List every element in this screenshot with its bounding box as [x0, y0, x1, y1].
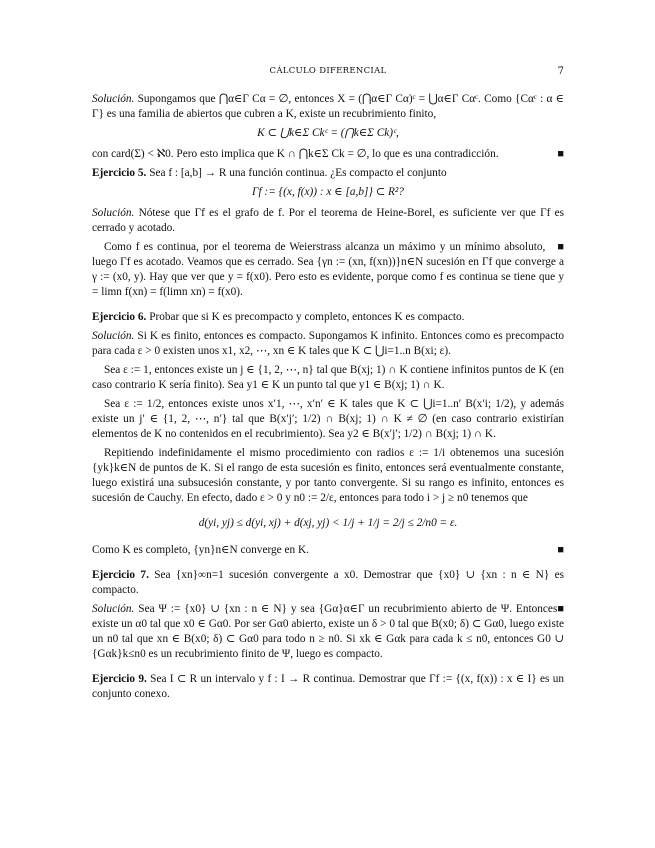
equation: Γf := {(x, f(x)) : x ∈ [a,b]} ⊂ R²? [252, 186, 404, 198]
exercise-6 [92, 310, 564, 325]
solution-paragraph [92, 92, 564, 122]
exercise-label: Ejercicio 5. [92, 167, 147, 179]
paragraph-text: Nótese que Γf es el grafo de f. Por el teorema de Heine-Borel, es suficiente ver que Γf es cerrado y acotado. [92, 207, 565, 234]
exercise-text: Sea {xn}∞n=1 sucesión convergente a x0. Demostrar que {x0} ∪ {xn : n ∈ N} es compacto. [92, 569, 564, 596]
equation: d(yi, yj) ≤ d(yi, xj) + d(xj, yj) < 1/j + 1/j = 2/j ≤ 2/n0 = ε. [198, 517, 458, 529]
paragraph: Sea ε := 1/2, entonces existe unos x′1, ⋯, x′n′ ∈ K tales que K ⊂ ⋃i=1..n′ B(x′i; 1/2), y además existe un j′ ∈ {1, 2, ⋯, n′} tal que B(x′j′; 1/2) ∩ B(xj; 1) ∩ K ≠ ∅ (en caso contrario existirían elementos de K no contenidos en el recubrimiento). Sea y2 ∈ B(x′j′; 1/2) ∩ B(xj; 1) ∩ K. [92, 398, 564, 440]
page-number: 7 [557, 66, 564, 77]
qed-symbol: ■ [557, 148, 564, 160]
qed-symbol: ■ [557, 241, 564, 253]
exercise-label: Ejercicio 6. [92, 311, 147, 323]
exercise-label: Ejercicio 9. [92, 673, 147, 685]
solution-label: Solución. [92, 330, 135, 342]
paragraph-text: Si K es finito, entonces es compacto. Supongamos K infinito. Entonces como es precompacto para cada ε > 0 existen unos x1, x2, ⋯, xn ∈ K tales que K ⊂ ⋃i=1..n B(xi; ε). [92, 330, 564, 357]
paragraph: Repitiendo indefinidamente el mismo procedimiento con radios ε := 1/i obtenemos una sucesión {yk}k∈N de puntos de K. Si el rango de esta sucesión es finito, entonces será eventualmente constante, luego existirá una subsucesión constante, y por tanto convergente. Si su rango es infinito, entonces es sucesión de Cauchy. En efecto, dado ε > 0 y n0 := 2/ε, entonces para todo i > j ≥ n0 tenemos que [92, 447, 564, 504]
solution-label: Solución. [92, 207, 135, 219]
exercise-text: Sea f : [a,b] → R una función continua. ¿Es compacto el conjunto [149, 167, 447, 179]
exercise-label: Ejercicio 7. [92, 569, 149, 581]
paragraph [92, 543, 564, 558]
solution-paragraph [92, 329, 564, 359]
running-header [92, 66, 564, 80]
header-title: CÁLCULO DIFERENCIAL [269, 66, 387, 76]
solution-paragraph [92, 206, 564, 236]
qed-symbol: ■ [557, 603, 564, 615]
paragraph-text: Supongamos que ⋂α∈Γ Cα = ∅, entonces X = (⋂α∈Γ Cα)ᶜ = ⋃α∈Γ Cαᶜ. Como {Cαᶜ : α ∈ Γ} es una familia de abiertos que cubren a K, existe un recubrimiento finito, [92, 93, 564, 120]
paragraph-text: Como K es completo, {yn}n∈N converge en K. [92, 544, 309, 556]
paragraph-text: con card(Σ) < ℵ0. Pero esto implica que K ∩ ⋂k∈Σ Ck = ∅, lo que es una contradicción. [92, 148, 499, 160]
exercise-text: Sea I ⊂ R un intervalo y f : I → R continua. Demostrar que Γf := {(x, f(x)) : x ∈ I} es un conjunto conexo. [92, 673, 565, 700]
paragraph [92, 240, 564, 300]
exercise-5 [92, 166, 564, 181]
paragraph-text: Como f es continua, por el teorema de Weierstrass alcanza un máximo y un mínimo absoluto, luego Γf es acotado. Veamos que es cerrado. Sea {γn := (xn, f(xn))}n∈N sucesión en Γf que converge a γ := (x0, y). Hay que ver que y = f(x0). Pero esto es evidente, porque como f es continua se tiene que y = limn f(xn) = f(limn xn) = f(x0). [92, 241, 564, 298]
exercise-9 [92, 672, 564, 702]
solution-label: Solución. [92, 603, 135, 615]
exercise-7 [92, 568, 564, 598]
equation: K ⊂ ⋃k∈Σ Ckᶜ = (⋂k∈Σ Ck)ᶜ, [257, 127, 399, 139]
exercise-text: Probar que si K es precompacto y completo, entonces K es compacto. [149, 311, 465, 323]
solution-label: Solución. [92, 93, 135, 105]
paragraph-text: Sea Ψ := {x0} ∪ {xn : n ∈ N} y sea {Gα}α∈Γ un recubrimiento abierto de Ψ. Entonces existe un α0 tal que x0 ∈ Gα0. Por ser Gα0 abierto, existe un δ > 0 tal que B(x0; δ) ⊂ Gα0, luego existe un n0 tal que xn ∈ B(x0; δ) ⊂ Gα0 para todo n ≥ n0. Si xk ∈ Gαk para cada k ≤ n0, entonces G0 ∪ {Gαk}k≤n0 es un recubrimiento finito de Ψ, luego es compacto. [92, 603, 564, 660]
qed-symbol: ■ [557, 544, 564, 556]
paragraph: Sea ε := 1, entonces existe un j ∈ {1, 2, ⋯, n} tal que B(xj; 1) ∩ K contiene infinitos puntos de K (en caso contrario K sería finito). Sea y1 ∈ K un punto tal que y1 ∈ B(xj; 1) ∩ K. [92, 364, 564, 391]
solution-paragraph [92, 602, 564, 662]
paragraph [92, 147, 564, 162]
page-body [92, 92, 564, 706]
